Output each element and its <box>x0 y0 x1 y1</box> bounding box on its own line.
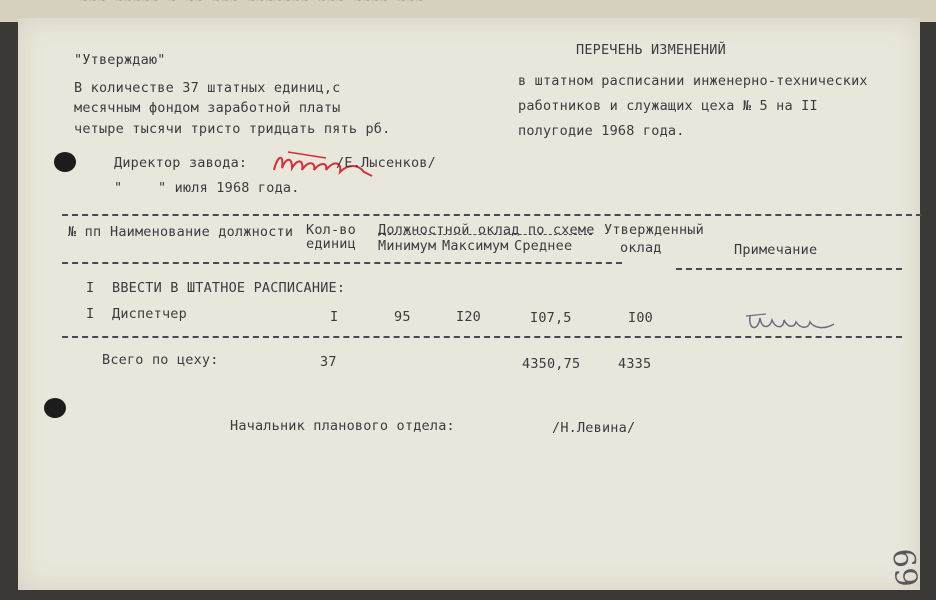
header-bottom-rule <box>62 262 622 264</box>
document-subtitle-line-1: в штатном расписании инженерно-технических <box>518 73 868 89</box>
document-title: ПЕРЕЧЕНЬ ИЗМЕНЕНИЙ <box>576 42 726 58</box>
col-header-max: Максимум <box>442 238 509 254</box>
salary-subheader-rule <box>378 234 592 235</box>
col-header-count-2: единиц <box>306 236 356 252</box>
approve-heading: "Утверждаю" <box>74 52 166 68</box>
previous-page-text: ~~~ ~~~~~ ~ ~~ ~~~ ~~~~~~~ ~~~ ~~~~ ~~~ <box>80 0 425 8</box>
header-bottom-rule-note <box>676 268 902 270</box>
approve-text-line-2: месячным фондом заработной платы <box>74 100 341 116</box>
document-subtitle-line-2: работников и служащих цеха № 5 на II <box>518 98 818 114</box>
row-max: I20 <box>456 309 481 325</box>
section-title: ВВЕСТИ В ШТАТНОЕ РАСПИСАНИЕ: <box>112 280 346 296</box>
col-header-number: № пп <box>68 224 102 240</box>
punch-hole-upper <box>54 152 76 172</box>
col-header-approved-1: Утвержденный <box>604 222 704 238</box>
col-header-count-1: Кол-во <box>306 222 356 238</box>
total-approved: 4335 <box>618 356 652 372</box>
note-handwritten-signature <box>744 306 844 336</box>
row-approved: I00 <box>628 310 653 326</box>
col-header-position: Наименование должности <box>110 224 294 240</box>
approve-text-line-1: В количестве 37 штатных единиц,с <box>74 80 341 96</box>
approve-text-line-3: четыре тысячи тристо тридцать пять рб. <box>74 121 391 137</box>
planning-head-name: /Н.Левина/ <box>552 420 636 436</box>
row-min: 95 <box>394 309 411 325</box>
row-count: I <box>330 309 339 325</box>
section-number: I <box>86 280 95 296</box>
planning-head-label: Начальник планового отдела: <box>230 418 455 434</box>
col-header-salary: Должностной оклад по схеме <box>378 222 595 238</box>
table-top-rule <box>62 214 922 216</box>
table-bottom-rule <box>62 336 902 338</box>
col-header-note: Примечание <box>734 242 818 258</box>
document-subtitle-line-3: полугодие 1968 года. <box>518 123 685 139</box>
row-avg: I07,5 <box>530 310 572 326</box>
total-avg: 4350,75 <box>522 356 581 372</box>
col-header-approved-2: оклад <box>620 240 662 256</box>
col-header-avg: Среднее <box>514 238 573 254</box>
date-text: " июля 1968 года. <box>158 180 300 196</box>
director-label: Директор завода: <box>114 155 248 171</box>
pencil-page-number: 69 <box>887 546 927 589</box>
col-header-min: Минимум <box>378 238 437 254</box>
row-number: I <box>86 306 95 322</box>
total-label: Всего по цеху: <box>102 352 219 368</box>
punch-hole-lower <box>44 398 66 418</box>
row-position: Диспетчер <box>112 306 187 322</box>
director-name: /Е.Лысенков/ <box>336 155 436 171</box>
total-count: 37 <box>320 354 337 370</box>
document-page <box>18 18 927 590</box>
date-quote-open: " <box>114 180 123 196</box>
